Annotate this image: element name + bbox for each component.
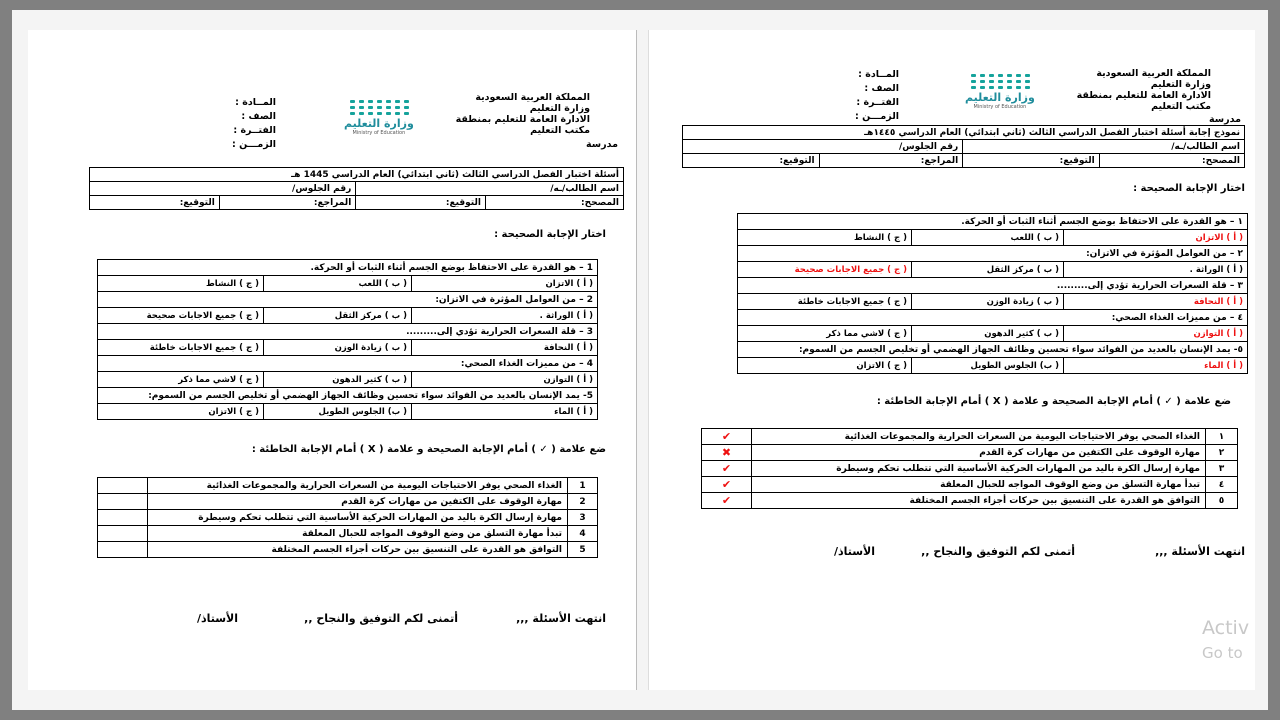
mcq-table	[97, 259, 598, 420]
true-false-table	[97, 477, 598, 558]
logo-dots-icon	[349, 100, 409, 115]
option: ( ج ) النشاط	[98, 276, 264, 292]
answer-box[interactable]	[98, 494, 148, 510]
signature-field: التوقيع:	[90, 196, 220, 210]
answer-box[interactable]	[98, 542, 148, 558]
footer-teacher-text: الأستاذ/	[833, 545, 875, 558]
logo-arabic-text: وزارة التعليم	[965, 91, 1035, 104]
logo-arabic-text: وزارة التعليم	[344, 117, 414, 130]
question: 2 – من العوامل المؤثرة في الاتزان:	[98, 292, 598, 308]
footer-teacher-text: الأستاذ/	[196, 612, 238, 625]
footer-wishes-text: أتمنى لكم التوفيق والنجاح ,,	[921, 545, 1075, 558]
option: ( ب ) زيادة الوزن	[912, 294, 1064, 310]
option: ( ب) الجلوس الطويل	[264, 404, 412, 420]
option: ( أ ) الماء	[412, 404, 598, 420]
statement: التوافق هو القدرة على التنسيق بين حركات أجزاء الجسم المختلفة	[148, 542, 568, 558]
statement: التوافق هو القدرة على التنسيق بين حركات أجزاء الجسم المختلفة	[752, 493, 1206, 509]
mcq-table	[737, 213, 1248, 374]
logo-english-text: Ministry of Education	[352, 130, 406, 136]
row-number: ٣	[1206, 461, 1238, 477]
option: ( ج ) الاتزان	[98, 404, 264, 420]
student-info-table	[89, 167, 624, 210]
true-false-table	[701, 428, 1238, 509]
signature-field: التوقيع:	[356, 196, 486, 210]
mcq-section-title: اختار الإجابة الصحيحة :	[494, 229, 606, 240]
activation-watermark	[1202, 616, 1249, 666]
option: ( ج ) جميع الاجابات صحيحة	[98, 308, 264, 324]
option: ( ج ) لاشي مما ذكر	[98, 372, 264, 388]
seat-number-field: رقم الجلوس/	[683, 140, 963, 154]
header-line: المملكة العربية السعودية	[1096, 68, 1211, 79]
option: ( ب ) مركز الثقل	[264, 308, 412, 324]
statement: مهارة إرسال الكرة باليد من المهارات الحركية الأساسية التي تتطلب تحكم وسيطرة	[752, 461, 1206, 477]
meta-line: الصف :	[241, 111, 277, 122]
statement: الغذاء الصحي يوفر الاحتياجات اليومية من السعرات الحرارية والمجموعات الغذائية	[752, 429, 1206, 445]
school-header	[1076, 68, 1241, 125]
exam-title: نموذج إجابة أسئلة اختبار الفصل الدراسي الثالث (ثاني ابتدائي) العام الدراسي ١٤٤٥هـ	[683, 126, 1245, 140]
option: ( ج ) الاتزان	[737, 358, 911, 374]
question: ٢ – من العوامل المؤثرة في الاتزان:	[737, 246, 1247, 262]
question: 4 – من مميزات الغذاء الصحي:	[98, 356, 598, 372]
meta-line: الفتــرة :	[233, 125, 277, 136]
correct-option: ( أ ) الماء	[1064, 358, 1248, 374]
meta-line: الفتــرة :	[856, 97, 900, 108]
statement: الغذاء الصحي يوفر الاحتياجات اليومية من السعرات الحرارية والمجموعات الغذائية	[148, 478, 568, 494]
exam-meta	[232, 96, 276, 152]
option: ( أ ) الوراثة .	[1064, 262, 1248, 278]
row-number: 1	[568, 478, 598, 494]
option: ( أ ) الوراثة .	[412, 308, 598, 324]
footer-end-text: انتهت الأسئلة ,,,	[516, 612, 606, 625]
row-number: 4	[568, 526, 598, 542]
row-number: ٢	[1206, 445, 1238, 461]
correct-option: ( ج ) جميع الاجابات صحيحة	[737, 262, 911, 278]
exam-title: أسئلة اختبار الفصل الدراسي الثالث (ثاني ابتدائي) العام الدراسي 1445 هـ	[90, 168, 624, 182]
correct-option: ( أ ) التوازن	[1064, 326, 1248, 342]
reviewer-field: المراجع:	[219, 196, 355, 210]
meta-line: المــادة :	[858, 69, 900, 80]
watermark-line: Go to	[1202, 644, 1243, 662]
option: ( ب ) اللعب	[912, 230, 1064, 246]
tf-section-title: ضع علامة ( ✓ ) أمام الإجابة الصحيحة و علامة ( X ) أمام الإجابة الخاطئة :	[251, 444, 606, 455]
header-line: الادارة العامة للتعليم بمنطقة	[1076, 90, 1211, 101]
row-number: ٥	[1206, 493, 1238, 509]
question: ١ – هو القدرة على الاحتفاظ بوضع الجسم أثناء الثبات أو الحركة.	[737, 214, 1247, 230]
exam-page	[28, 30, 637, 690]
footer-wishes-text: أتمنى لكم التوفيق والنجاح ,,	[304, 612, 458, 625]
student-name-field: اسم الطالب/ـه/	[356, 182, 624, 196]
header-line: مكتب التعليم	[530, 125, 590, 136]
statement: تبدأ مهارة التسلق من وضع الوقوف المواجه للحبال المعلقة	[148, 526, 568, 542]
question: 1 – هو القدرة على الاحتفاظ بوضع الجسم أثناء الثبات أو الحركة.	[98, 260, 598, 276]
correct-option: ( أ ) الاتزان	[1064, 230, 1248, 246]
mcq-section-title: اختار الإجابة الصحيحة :	[1133, 183, 1245, 194]
question: 3 – قلة السعرات الحرارية تؤدي إلى.........	[98, 324, 598, 340]
exam-meta	[855, 68, 899, 124]
option: ( ج ) جميع الاجابات خاطئة	[737, 294, 911, 310]
answer-box[interactable]	[98, 526, 148, 542]
footer-end-text: انتهت الأسئلة ,,,	[1155, 545, 1245, 558]
row-number: 2	[568, 494, 598, 510]
watermark-line: Activ	[1202, 617, 1250, 639]
header-line: وزارة التعليم	[529, 103, 590, 114]
meta-line: الصف :	[864, 83, 900, 94]
option: ( ب ) مركز الثقل	[912, 262, 1064, 278]
option: ( ج ) جميع الاجابات خاطئة	[98, 340, 264, 356]
header-line: مدرسة	[586, 139, 618, 150]
option: ( ب ) كثير الدهون	[264, 372, 412, 388]
seat-number-field: رقم الجلوس/	[90, 182, 356, 196]
school-header	[455, 92, 618, 150]
ministry-logo	[965, 74, 1035, 110]
option: ( أ ) التوازن	[412, 372, 598, 388]
row-number: ٤	[1206, 477, 1238, 493]
question: ٤ – من مميزات الغذاء الصحي:	[737, 310, 1247, 326]
header-line: مكتب التعليم	[1151, 101, 1211, 112]
option: ( أ ) النحافة	[412, 340, 598, 356]
check-mark-icon: ✔	[702, 493, 752, 509]
meta-line: المــادة :	[235, 97, 277, 108]
option: ( أ ) الاتزان	[412, 276, 598, 292]
correct-option: ( أ ) النحافة	[1064, 294, 1248, 310]
option: ( ب) الجلوس الطويل	[912, 358, 1064, 374]
statement: مهارة الوقوف على الكتفين من مهارات كرة القدم	[752, 445, 1206, 461]
check-mark-icon: ✔	[702, 477, 752, 493]
option: ( ب ) اللعب	[264, 276, 412, 292]
header-line: مدرسة	[1209, 114, 1241, 125]
answer-box[interactable]	[98, 478, 148, 494]
signature-field: التوقيع:	[683, 154, 820, 168]
student-info-table	[682, 125, 1245, 168]
tf-section-title: ضع علامة ( ✓ ) أمام الإجابة الصحيحة و علامة ( X ) أمام الإجابة الخاطئة :	[876, 396, 1231, 407]
question: ٣ – قلة السعرات الحرارية تؤدي إلى.........	[737, 278, 1247, 294]
question: ٥- يمد الإنسان بالعديد من الفوائد سواء تحسين وظائف الجهاز الهضمي أو تخليص الجسم من السموم:	[737, 342, 1247, 358]
statement: مهارة الوقوف على الكتفين من مهارات كرة القدم	[148, 494, 568, 510]
header-line: وزارة التعليم	[1150, 79, 1211, 90]
check-mark-icon: ✔	[702, 461, 752, 477]
answer-box[interactable]	[98, 510, 148, 526]
option: ( ب ) زيادة الوزن	[264, 340, 412, 356]
meta-line: الزمـــن :	[855, 111, 900, 122]
x-mark-icon: ✖	[702, 445, 752, 461]
check-mark-icon: ✔	[702, 429, 752, 445]
reviewer-field: المراجع:	[819, 154, 963, 168]
student-name-field: اسم الطالب/ـه/	[963, 140, 1245, 154]
option: ( ب ) كثير الدهون	[912, 326, 1064, 342]
answer-key-page	[648, 30, 1255, 690]
corrector-field: المصحح:	[1099, 154, 1244, 168]
signature-field: التوقيع:	[963, 154, 1100, 168]
option: ( ج ) لاشي مما ذكر	[737, 326, 911, 342]
row-number: ١	[1206, 429, 1238, 445]
header-line: المملكة العربية السعودية	[475, 92, 590, 103]
statement: مهارة إرسال الكرة باليد من المهارات الحركية الأساسية التي تتطلب تحكم وسيطرة	[148, 510, 568, 526]
corrector-field: المصحح:	[485, 196, 623, 210]
meta-line: الزمـــن :	[232, 139, 277, 150]
header-line: الادارة العامة للتعليم بمنطقة	[455, 114, 590, 125]
row-number: 3	[568, 510, 598, 526]
ministry-logo	[344, 100, 414, 136]
statement: تبدأ مهارة التسلق من وضع الوقوف المواجه للحبال المعلقة	[752, 477, 1206, 493]
logo-english-text: Ministry of Education	[973, 104, 1027, 110]
option: ( ج ) النشاط	[737, 230, 911, 246]
question: 5- يمد الإنسان بالعديد من الفوائد سواء تحسين وظائف الجهاز الهضمي أو تخليص الجسم من السموم:	[98, 388, 598, 404]
row-number: 5	[568, 542, 598, 558]
logo-dots-icon	[970, 74, 1030, 89]
